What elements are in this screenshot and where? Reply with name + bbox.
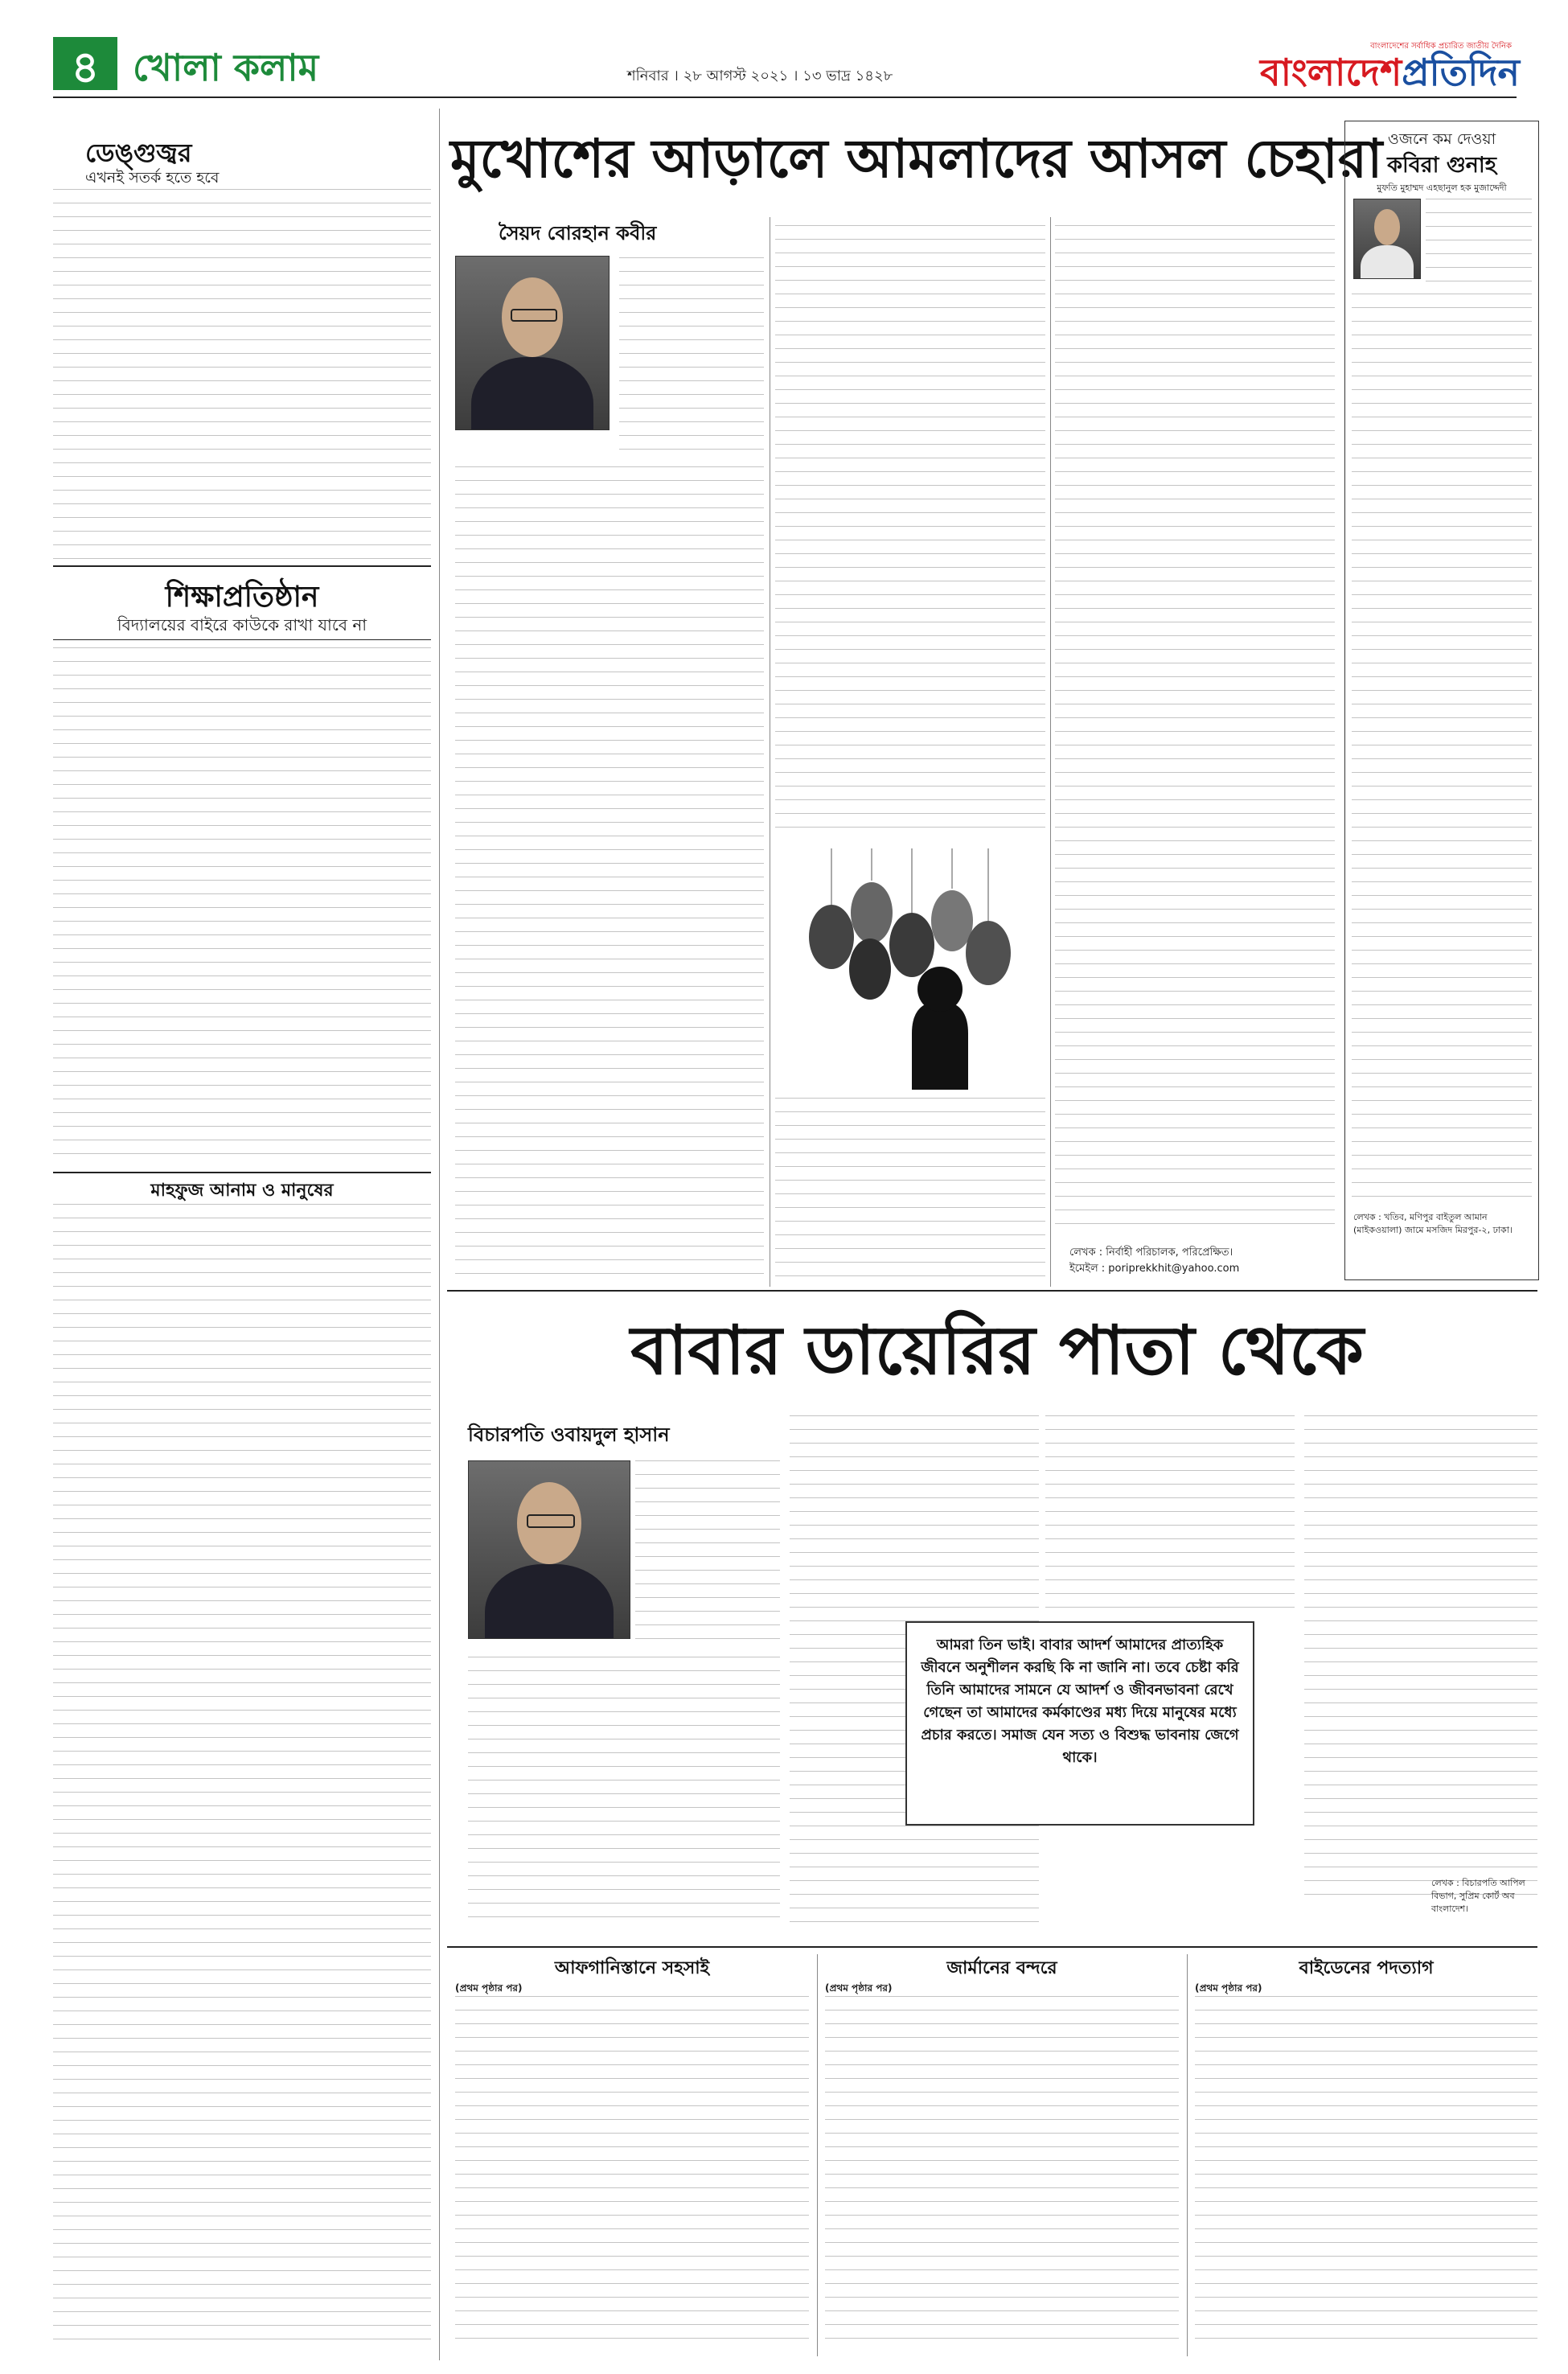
lead-body-col2b — [775, 1098, 1045, 1279]
second-body-col1a — [635, 1460, 780, 1645]
mid-rule — [447, 1290, 1537, 1292]
pullquote-text: আমরা তিন ভাই। বাবার আদর্শ আমাদের প্রাত্যহিক জীবনে অনুশীলন করছি কি না জানি না। তবে চেষ্টা করি তিনি আমাদের সামনে যে আদর্শ ও জীবনভাবনা রেখে গেছেন তা আমাদের কর্মকাণ্ডের মধ্য দিয়ে মানুষের মধ্যে প্রচার করতে। সমাজ যেন সত্য ও বিশুদ্ধ ভাবনায় জেগে থাকে। — [921, 1637, 1239, 1766]
right-box-author: মুফতি মুহাম্মদ এহছানুল হক মুজাদ্দেদী — [1377, 183, 1507, 193]
page-number: ৪ — [71, 42, 100, 92]
dengue-subtitle: এখনই সতর্ক হতে হবে — [85, 169, 220, 187]
lead-col-divider-2 — [1050, 217, 1051, 1287]
left-column-divider — [439, 109, 440, 2360]
cont-biden-headline: বাইডেনের পদত্যাগ — [1299, 1958, 1434, 1978]
page-masthead — [0, 0, 1568, 97]
lead-headline: মুখোশের আড়ালে আমলাদের আসল চেহারা — [450, 128, 1383, 190]
second-signoff: লেখক : বিচারপতি আপিল বিভাগ, সুপ্রিম কোর্ট অব বাংলাদেশ। — [1431, 1878, 1525, 1914]
lead-body-col1a — [619, 257, 764, 450]
right-box-photo — [1353, 199, 1421, 279]
section-title: খোলা কলাম — [133, 46, 319, 89]
lead-body-col1b — [455, 466, 764, 1279]
masks-illustration — [775, 848, 1045, 1090]
lead-footer-role: লেখক : নির্বাহী পরিচালক, পরিপ্রেক্ষিত। — [1069, 1247, 1233, 1259]
left-column — [53, 109, 431, 2360]
cont-germany-headline: জার্মানের বন্দরে — [946, 1958, 1057, 1978]
second-author: বিচারপতি ওবায়দুল হাসান — [468, 1423, 670, 1446]
right-box-kicker: ওজনে কম দেওয়া — [1387, 130, 1496, 148]
masks-svg — [775, 848, 1045, 1090]
dengue-body — [53, 189, 431, 559]
bottom-rule — [447, 1946, 1537, 1948]
right-box-body-a — [1426, 199, 1532, 287]
second-body-col4 — [1304, 1415, 1537, 1898]
cont-germany-jump: (প্রথম পৃষ্ঠার পর) — [825, 1982, 893, 1994]
dengue-title: ডেঙ্গুজ্বর — [85, 138, 192, 168]
mahfuz-body — [53, 1204, 431, 2346]
second-headline: বাবার ডায়েরির পাতা থেকে — [630, 1311, 1364, 1390]
cont-biden-body — [1195, 1996, 1537, 2350]
cont-afghan — [455, 1954, 809, 2356]
edu-title: শিক্ষাপ্রতিষ্ঠান — [165, 581, 319, 614]
cont-biden-jump: (প্রথম পৃষ্ঠার পর) — [1195, 1982, 1262, 1994]
mahfuz-title: মাহফুজ আনাম ও মানুষের — [150, 1181, 334, 1201]
second-body-col3 — [1045, 1415, 1295, 1608]
lead-footer-email: ইমেইল : poriprekkhit@yahoo.com — [1069, 1263, 1240, 1275]
dateline: শনিবার । ২৮ আগস্ট ২০২১ । ১৩ ভাদ্র ১৪২৮ — [627, 68, 893, 84]
cont-biden — [1195, 1954, 1537, 2356]
brand-name-part1: বাংলাদেশ — [1259, 51, 1402, 94]
cont-afghan-headline: আফগানিস্তানে সহসাই — [554, 1958, 710, 1978]
cont-divider-1 — [817, 1954, 818, 2356]
brand-name-part2: প্রতিদিন — [1402, 51, 1520, 94]
cont-germany — [825, 1954, 1179, 2356]
right-box-body-b — [1352, 294, 1532, 1202]
cont-afghan-body — [455, 1996, 809, 2350]
pullquote-box — [905, 1621, 1254, 1826]
masthead-rule — [53, 97, 1517, 98]
second-body-col1b — [468, 1657, 780, 1922]
cont-afghan-jump: (প্রথম পৃষ্ঠার পর) — [455, 1982, 523, 1994]
lead-body-col2a — [775, 225, 1045, 836]
lead-author-photo — [455, 256, 610, 430]
brand-tagline: বাংলাদেশের সর্বাধিক প্রচারিত জাতীয় দৈনিক — [1370, 42, 1512, 51]
lead-author: সৈয়দ বোরহান কবীর — [499, 222, 657, 244]
right-box-signoff: লেখক : খতিব, মণিপুর বাইতুল আমান (মাইকওয়ালা) জামে মসজিদ মিরপুর-২, ঢাকা। — [1353, 1212, 1513, 1235]
edu-subtitle: বিদ্যালয়ের বাইরে কাউকে রাখা যাবে না — [117, 615, 367, 635]
right-box-title: কবিরা গুনাহ — [1387, 153, 1496, 178]
cont-germany-body — [825, 1996, 1179, 2350]
lead-body-col3 — [1055, 225, 1335, 1230]
right-box — [1344, 121, 1539, 1280]
edu-body — [53, 647, 431, 1162]
second-author-photo — [468, 1460, 630, 1639]
cont-divider-2 — [1187, 1954, 1188, 2356]
